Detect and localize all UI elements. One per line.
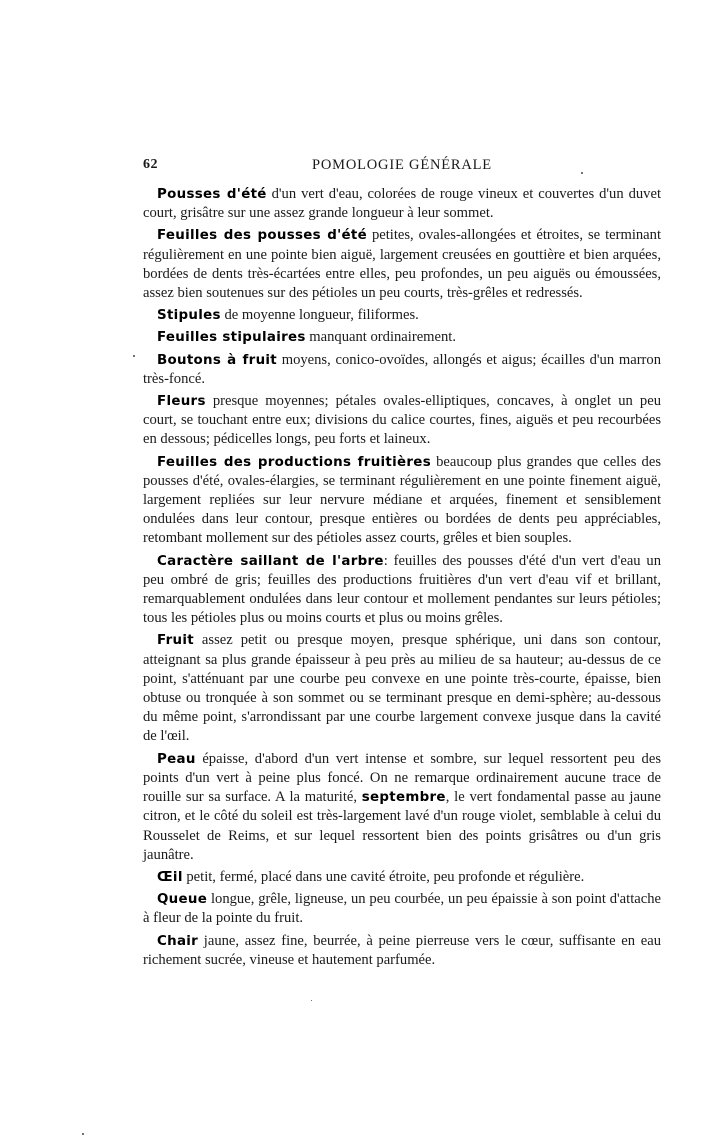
term-heading: Feuilles des pousses d'été <box>157 228 367 244</box>
term-heading: Chair <box>157 933 199 949</box>
scan-speck <box>133 355 135 357</box>
paragraph-text: de moyenne longueur, filiformes. <box>220 307 419 324</box>
paragraph-feuilles-pousses <box>143 226 661 303</box>
term-heading: Fleurs <box>157 394 206 410</box>
term-heading: Pousses d'été <box>157 187 267 202</box>
inline-term-maturity: septembre <box>361 790 446 806</box>
paragraph-text: petites, ovales-allongées et étroites, se terminant régulièrement en une pointe bien aiguë, largement creusées en gouttière et bien arquées, bordées de dents très-écartées entre elles, peu profondes, un peu aiguës ou émoussées, assez bien soutenues sur des pétioles un peu courts, très-grêles et redressés. <box>143 227 661 302</box>
paragraph-text: d'un vert d'eau, colorées de rouge vineux et couvertes d'un duvet court, grisâtre sur une assez grande longueur à leur sommet. <box>143 186 661 222</box>
running-title: POMOLOGIE GÉNÉRALE <box>312 157 492 173</box>
paragraph-text: beaucoup plus grandes que celles des pousses d'été, ovales-élargies, se terminant régulièrement en une pointe finement aiguë, largement repliées sur leur nervure médiane et arquées, finement et sensiblement ondulées dans leur contour, presque entières ou bordées de dents peu appréciables, retombant mollement sur des pétioles assez courts, grêles et bien souples. <box>143 453 661 547</box>
running-head <box>143 155 661 177</box>
paragraph-text: manquant ordinairement. <box>305 329 457 346</box>
paragraph-text: , le vert fondamental passe au jaune citron, et le côté du soleil est très-largement lavé d'un rouge violet, semblable à celui du Rousselet de Reims, et sur lequel ressortent bien des points grisâtres ou d'un gris jaunâtre. <box>143 789 661 863</box>
paragraph-text: jaune, assez fine, beurrée, à peine pierreuse vers le cœur, suffisante en eau richement sucrée, vineuse et hautement parfumée. <box>143 932 661 968</box>
paragraph-chair <box>143 932 661 970</box>
paragraph-stipules <box>143 306 661 325</box>
paragraph-boutons-fruit <box>143 351 661 389</box>
scan-speck <box>581 172 583 174</box>
page-number: 62 <box>143 157 158 172</box>
paragraph-text: assez petit ou presque moyen, presque sphérique, uni dans son contour, atteignant sa plus grande épaisseur à peu près au milieu de sa hauteur; au-dessus de ce point, s'atténuant par une courbe peu convexe en une pointe très-courte, épaisse, bien obtuse ou tronquée à son sommet ou se terminant presque en demi-sphère; au-dessous du même point, s'arrondissant par une courbe largement convexe jusque dans la cavité de l'œil. <box>143 632 661 745</box>
term-heading: Feuilles des productions fruitières <box>157 454 431 470</box>
paragraph-fleurs <box>143 392 661 450</box>
paragraph-text: petit, fermé, placé dans une cavité étroite, peu profonde et régulière. <box>182 868 585 885</box>
paragraph-text: : feuilles des pousses d'été d'un vert d'eau un peu ombré de gris; feuilles des productions fruitières d'un vert d'eau vif et brillant, remarquablement ondulées dans leur contour et mollement pendantes sur leurs pétioles; tous les pétioles plus ou moins courts et plus ou moins grêles. <box>143 552 661 627</box>
book-page <box>143 155 661 973</box>
paragraph-queue <box>143 890 661 928</box>
scan-speck <box>311 1000 312 1001</box>
paragraph-text: moyens, conico-ovoïdes, allongés et aigus; écailles d'un marron très-foncé. <box>143 351 662 387</box>
paragraph-oeil <box>143 868 661 887</box>
paragraph-caractere-arbre <box>143 552 661 629</box>
paragraph-peau <box>143 750 661 865</box>
paragraph-text: presque moyennes; pétales ovales-elliptiques, concaves, à onglet un peu court, se touchant entre eux; divisions du calice courtes, fines, aiguës et peu recourbées en dessous; pédicelles longs, peu forts et laineux. <box>143 393 661 448</box>
scan-speck <box>82 1133 84 1135</box>
term-heading: Fruit <box>157 633 194 649</box>
paragraph-feuilles-productions <box>143 453 661 549</box>
term-heading: Œil <box>157 869 183 885</box>
term-heading: Caractère saillant de l'arbre <box>157 553 384 569</box>
term-heading: Queue <box>157 892 208 908</box>
paragraph-text: longue, grêle, ligneuse, un peu courbée, un peu épaissie à son point d'attache à fleur de la pointe du fruit. <box>143 891 661 927</box>
paragraph-fruit <box>143 631 661 746</box>
term-heading: Peau <box>157 751 196 767</box>
term-heading: Stipules <box>157 308 221 324</box>
paragraph-text: épaisse, d'abord d'un vert intense et sombre, sur lequel ressortent peu des points d'un vert à peine plus foncé. On ne remarque ordinairement aucune trace de rouille sur sa surface. A la maturité, <box>143 750 661 806</box>
paragraph-feuilles-stipulaires <box>143 328 661 347</box>
term-heading: Boutons à fruit <box>157 352 277 368</box>
paragraph-pousses-ete <box>143 185 661 223</box>
term-heading: Feuilles stipulaires <box>157 330 306 346</box>
